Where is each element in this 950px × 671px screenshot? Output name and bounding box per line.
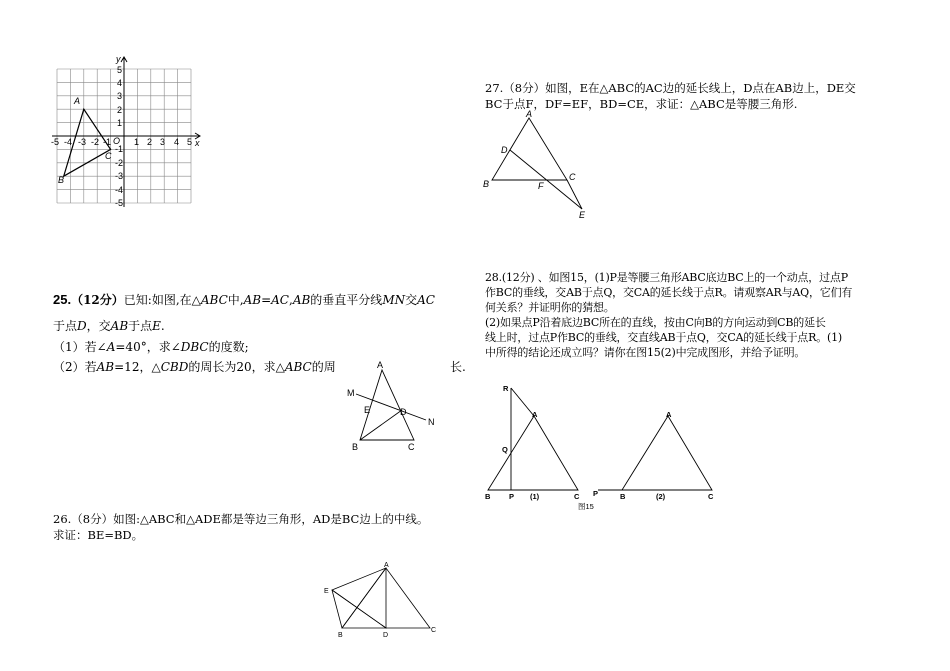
y-tick-label: -2 (115, 158, 124, 168)
y-tick-label: 2 (117, 105, 123, 115)
q25-text: AB=AC (243, 293, 289, 307)
q27-label-d: D (501, 145, 508, 155)
q25-text: D (77, 319, 87, 333)
q25-text: 于点 (128, 319, 153, 333)
q26-line-2: 求证：BE=BD。 (53, 528, 144, 542)
q28-line-6: 中所得的结论还成立吗？请你在图15(2)中完成图形，并给予证明。 (485, 346, 806, 359)
q28-fig1-label-c: C (574, 492, 580, 501)
q25-text: 于点 (53, 319, 78, 333)
q28-figure-15 (480, 380, 720, 515)
q25-label-c: C (408, 442, 415, 452)
q25-text: . (160, 319, 165, 333)
q28-fig1-label-a: A (532, 410, 538, 419)
q25-text: ABC (200, 293, 228, 307)
x-tick-label: -3 (78, 137, 87, 147)
q25-label-b: B (352, 442, 359, 452)
y-tick-label: -1 (115, 144, 124, 154)
q28-line-1: 28.(12分) 、如图15，(1)P是等腰三角形ABC底边BC上的一个动点，过点P (485, 271, 848, 284)
y-axis-label: y (116, 54, 121, 64)
q25-text: （2）若 (53, 360, 97, 374)
x-tick-label: 5 (187, 137, 193, 147)
q26-label-b: B (338, 632, 343, 639)
q25-text: （1）若∠ (53, 340, 107, 354)
q28-line-5: 线上时，过点P作BC的垂线，交直线AB于点Q，交CA的延长线于点R。(1) (485, 331, 842, 344)
q27-line-2: BC于点F，DF=EF，BD=CE，求证：△ABC是等腰三角形. (485, 97, 798, 111)
point-label-c: C (105, 151, 112, 161)
q25-text: =40°，求∠ (115, 340, 181, 354)
y-tick-label: 5 (117, 65, 123, 75)
q28-fig1-label-b: B (485, 492, 491, 501)
q28-figure-2 (598, 416, 712, 490)
q25-text: ABC (284, 360, 312, 374)
q28-fig2-label-c: C (708, 492, 714, 501)
q25-text: =12，△ (114, 360, 161, 374)
q28-figure-1 (488, 388, 578, 490)
q27-line-1: 27.（8分）如图，E在△ABC的AC边的延长线上，D点在AB边上，DE交 (485, 81, 856, 95)
q28-fig1-label-q: Q (502, 445, 508, 454)
q26-label-c: C (431, 627, 437, 634)
y-tick-label: -5 (115, 198, 124, 208)
q25-label-d: D (400, 407, 407, 417)
q26-label-e: E (324, 588, 329, 595)
x-tick-label: 3 (160, 137, 166, 147)
q25-label-m: M (347, 388, 355, 398)
q25-triangle-figure (342, 358, 442, 454)
q28-fig2-label-num: (2) (656, 492, 666, 501)
point-label-b: B (58, 175, 65, 185)
q25-text: AB (110, 319, 129, 333)
x-tick-label: -5 (51, 137, 60, 147)
q25-text: 已知:如图,在△ (123, 293, 201, 307)
x-tick-label: -2 (91, 137, 100, 147)
x-tick-label: -4 (64, 137, 73, 147)
q25-text: 的垂直平分线 (310, 293, 383, 307)
q27-label-a: A (526, 110, 533, 119)
x-tick-label: -1 (103, 137, 112, 147)
q25-line-2 (53, 315, 473, 337)
y-tick-label: -3 (115, 171, 124, 181)
y-tick-label: 3 (117, 91, 123, 101)
x-tick-label: 1 (134, 137, 140, 147)
q25-part-1 (53, 337, 473, 357)
x-tick-label: 2 (147, 137, 153, 147)
q25-text: DBC (180, 340, 209, 354)
q28-figure-caption: 图15 (578, 502, 594, 511)
y-tick-label: 1 (117, 118, 123, 128)
q25-text: MN (382, 293, 406, 307)
q28-fig1-label-r: R (503, 384, 509, 393)
q25-line-1 (53, 289, 473, 311)
q25-text: 的度数; (208, 340, 249, 354)
q25-text: , (288, 293, 293, 307)
q25-label-e: E (364, 405, 371, 415)
q28-fig2-label-b: B (620, 492, 626, 501)
q25-text: 长. (450, 360, 466, 374)
q28-fig2-label-a: A (666, 410, 672, 419)
q25-text: 的周长为20，求△ (188, 360, 285, 374)
q25-label-a: A (377, 360, 384, 370)
q28-line-2: 作BC的垂线，交AB于点Q，交CA的延长线于点R。请观察AR与AQ，它们有 (485, 286, 853, 299)
q27-triangle-figure (480, 110, 595, 220)
q25-text: 中, (227, 293, 244, 307)
x-tick-label: 4 (174, 137, 180, 147)
question-26 (53, 511, 493, 543)
q25-text: ，交 (86, 319, 111, 333)
q27-label-e: E (579, 210, 586, 220)
q26-triangle-figure (318, 562, 442, 642)
q28-fig1-label-num: (1) (530, 492, 540, 501)
q25-text: E (152, 319, 161, 333)
question-28 (485, 270, 910, 360)
q28-line-3: 何关系？并证明你的猜想。 (485, 301, 615, 314)
q28-line-4: (2)如果点P沿着底边BC所在的直线，按由C向B的方向运动到CB的延长 (485, 316, 826, 329)
q27-label-f: F (538, 181, 544, 191)
origin-label: O (113, 136, 121, 146)
y-tick-label: -4 (115, 185, 124, 195)
q26-label-a: A (384, 562, 389, 569)
q25-text: A (106, 340, 116, 354)
question-27 (485, 80, 905, 112)
q25-text: AB (96, 360, 115, 374)
q25-text: CBD (160, 360, 189, 374)
q28-fig2-label-p: P (593, 489, 599, 498)
q25-points: （12分） (71, 293, 124, 307)
q25-text: 的周 (311, 360, 336, 374)
q25-label-n: N (428, 417, 435, 427)
q27-label-c: C (569, 172, 576, 182)
q27-label-b: B (483, 179, 490, 189)
q25-text: AB (292, 293, 311, 307)
coordinate-grid-figure (48, 52, 208, 212)
q26-label-d: D (383, 632, 389, 639)
q25-text: AC (417, 293, 435, 307)
q26-line-1: 26.（8分）如图:△ABC和△ADE都是等边三角形，AD是BC边上的中线。 (53, 512, 429, 526)
x-axis-label: x (195, 138, 200, 148)
q28-fig1-label-p: P (509, 492, 515, 501)
q25-number: 25. (53, 292, 72, 307)
q25-text: 交 (405, 293, 418, 307)
y-tick-label: 4 (117, 78, 123, 88)
point-label-a: A (74, 96, 81, 106)
